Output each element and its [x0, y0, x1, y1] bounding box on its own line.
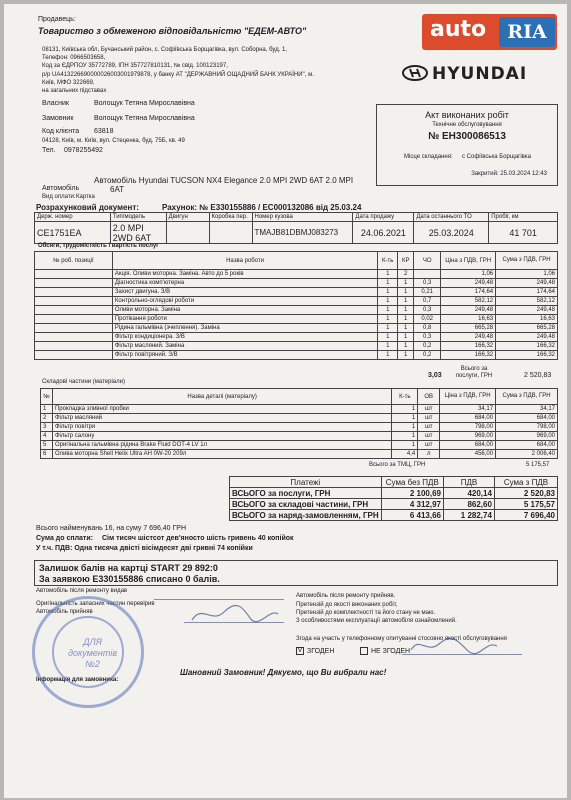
works-cell: 2 — [398, 270, 414, 279]
works-cell: Діагностика комп'ютерна — [112, 279, 377, 288]
works-cell: 1 — [378, 351, 398, 360]
works-header-cell: Назва роботи — [112, 252, 377, 270]
works-cell: 1 — [378, 342, 398, 351]
payments-cell: 2 520,83 — [494, 488, 557, 499]
works-cell: 665,28 — [496, 324, 558, 333]
parts-row — [41, 414, 558, 423]
parts-total-label: Всього за ТМЦ, ГРН — [369, 462, 426, 468]
parts-cell: 969,00 — [440, 432, 496, 441]
parts-cell: Оригінальна гальмівна рідина Brake Fluid DOT-4 LV 1л — [52, 441, 391, 450]
parts-cell: 4,4 — [392, 450, 418, 459]
disagree-label: НЕ ЗГОДЕН — [371, 647, 411, 655]
parts-header-cell: Ціна з ПДВ, ГРН — [440, 389, 496, 405]
parts-cell: 1 — [392, 414, 418, 423]
works-cell: 0,02 — [414, 315, 441, 324]
works-cell: Протікання роботи — [112, 315, 377, 324]
works-cell: 174,64 — [496, 288, 558, 297]
vehicle-header-cell: Номер кузова — [252, 213, 353, 222]
seller-label: Продавець: — [38, 16, 76, 23]
works-cell: 0,3 — [414, 306, 441, 315]
works-cell: 0,3 — [414, 333, 441, 342]
owner-label: Власник — [42, 100, 69, 107]
payments-cell: 1 282,74 — [443, 510, 494, 521]
parts-cell: шт — [418, 414, 440, 423]
works-cell: 1,06 — [441, 270, 496, 279]
works-cell: 1 — [378, 333, 398, 342]
parts-cell: 684,00 — [440, 414, 496, 423]
works-cell: 582,12 — [496, 297, 558, 306]
works-cell: 1,06 — [496, 270, 558, 279]
act-title: Акт виконаних робіт — [425, 110, 509, 120]
works-cell: 249,48 — [441, 333, 496, 342]
summary-vat: У т.ч. ПДВ: Одна тисяча двісті вісімдесят дві гривні 74 копійки — [36, 545, 253, 552]
vehicle-header-cell: Двигун — [166, 213, 209, 222]
payments-cell: 6 413,66 — [381, 510, 443, 521]
parts-cell: 969,00 — [496, 432, 558, 441]
payments-cell: 2 100,69 — [381, 488, 443, 499]
works-row — [35, 351, 558, 360]
parts-cell: 684,00 — [440, 441, 496, 450]
customer-name: Волощук Тетяна Мирославівна — [94, 115, 195, 122]
autoria-ria: RIA — [499, 17, 555, 47]
works-cell: Оливи моторна. Заміна — [112, 306, 377, 315]
works-row — [35, 306, 558, 315]
works-cell: 1 — [398, 279, 414, 288]
payments-header-cell: ПДВ — [443, 477, 494, 488]
consent-text: Згода на участь у телефонному опитуванні стосовно якості обслуговування — [296, 636, 507, 642]
works-cell: Фільтр кондиціонера. З/В — [112, 333, 377, 342]
stamp-text — [68, 637, 117, 670]
works-cell — [414, 270, 441, 279]
phone-label: Тел. — [42, 147, 56, 154]
bonus-written-off: За заявкою Е330155886 списано 0 балів. — [39, 574, 220, 584]
payments-header-cell: Сума з ПДВ — [494, 477, 557, 488]
agree-checkbox[interactable] — [296, 647, 304, 655]
works-cell: 0,3 — [414, 279, 441, 288]
vehicle-label: Автомобіль — [42, 185, 80, 192]
parts-cell: Фільтр масляний — [52, 414, 391, 423]
payment-type: Картка — [76, 194, 95, 200]
vehicle-table-row — [35, 222, 558, 244]
works-cell: 16,63 — [496, 315, 558, 324]
payments-cell: ВСЬОГО за складові частини, ГРН — [230, 499, 382, 510]
client-code-label: Код клієнта — [42, 128, 80, 135]
parts-cell: 684,00 — [496, 441, 558, 450]
works-cell: 166,32 — [496, 351, 558, 360]
engine — [166, 222, 209, 244]
works-cell: 249,48 — [496, 279, 558, 288]
parts-cell: 4 — [41, 432, 53, 441]
payments-cell: 5 175,57 — [494, 499, 557, 510]
customer-info-label: Інформація для замовника: — [36, 677, 119, 683]
works-cell — [35, 315, 113, 324]
works-row — [35, 324, 558, 333]
parts-cell: Фільтр салону — [52, 432, 391, 441]
seller-line4: р/р UA413226690000026003001979878, у банку АТ "ДЕРЖАВНИЙ ОЩАДНИЙ БАНК УКРАЇНИ", м. — [42, 72, 314, 78]
works-cell: 0,8 — [414, 324, 441, 333]
accept-right-4: З особливостями експлуатації автомобіля ознайомлений. — [296, 618, 457, 624]
payment-label: Вид оплати: — [42, 194, 76, 200]
parts-cell: 2 — [41, 414, 53, 423]
parts-cell: 1 — [392, 405, 418, 414]
vehicle-header-cell: Держ. номер — [35, 213, 111, 222]
invoice-text: Рахунок: № Е330155886 / ЕС000132086 від 25.03.24 — [162, 203, 362, 212]
works-cell — [35, 306, 113, 315]
works-header-cell: К-ть — [378, 252, 398, 270]
parts-table — [40, 388, 558, 459]
works-cell: 1 — [398, 342, 414, 351]
payments-header-cell: Платежі — [230, 477, 382, 488]
parts-table-header — [41, 389, 558, 405]
works-cell: 1 — [398, 315, 414, 324]
bonus-balance: Залишок балів на картці START 29 892:0 — [39, 563, 218, 573]
signature-line — [154, 599, 284, 600]
works-cell: 16,63 — [441, 315, 496, 324]
bonus-box — [34, 560, 558, 586]
parts-row — [41, 432, 558, 441]
summary-due-label: Сума до сплати: — [36, 535, 93, 542]
works-cell: 1 — [378, 270, 398, 279]
works-cell — [35, 279, 113, 288]
act-number: № ЕН300086513 — [428, 131, 506, 142]
parts-header-cell: ОВ — [418, 389, 440, 405]
payments-row — [230, 488, 558, 499]
parts-cell: 2 006,40 — [496, 450, 558, 459]
works-table — [34, 251, 558, 360]
works-cell: 166,32 — [441, 342, 496, 351]
works-cell: 1 — [398, 324, 414, 333]
payments-cell: 7 696,40 — [494, 510, 557, 521]
parts-row — [41, 441, 558, 450]
works-total-label: Всього за послуги, ГРН — [455, 366, 493, 379]
customer-signature-scribble — [409, 636, 499, 656]
thanks-message: Шановний Замовник! Дякуємо, що Ви вибрали нас! — [180, 668, 387, 677]
works-cell: 249,48 — [496, 306, 558, 315]
parts-cell: шт — [418, 405, 440, 414]
works-cell — [35, 324, 113, 333]
works-row — [35, 297, 558, 306]
autoria-brand: auto — [430, 17, 487, 42]
payments-table-header — [230, 477, 558, 488]
works-cell — [35, 351, 113, 360]
mileage: 41 701 — [489, 222, 558, 244]
works-cell: 1 — [378, 288, 398, 297]
parts-cell: 456,00 — [440, 450, 496, 459]
vehicle-table — [34, 212, 558, 244]
parts-row — [41, 405, 558, 414]
act-place: с Софіївська Борщагівка — [462, 154, 531, 160]
vehicle-table-header — [35, 213, 558, 222]
phone: 0978255492 — [64, 147, 103, 154]
parts-cell: Фільтр повітря — [52, 423, 391, 432]
payments-cell: ВСЬОГО за наряд-замовленням, ГРН — [230, 510, 382, 521]
parts-cell: шт — [418, 441, 440, 450]
vehicle-header-cell: Коробка пер. — [209, 213, 252, 222]
payments-cell: ВСЬОГО за послуги, ГРН — [230, 488, 382, 499]
vehicle-model: Автомобіль Hyundai TUCSON NX4 Elegance 2.0 MPI 2WD 6AT 2.0 MPI — [94, 176, 354, 185]
works-header-cell: КР — [398, 252, 414, 270]
seller-name: Товариство з обмеженою відповідальністю "ЕДЕМ-АВТО" — [38, 26, 307, 36]
act-place-label: Місце складання: — [404, 154, 453, 160]
customer-label: Замовник — [42, 115, 74, 122]
parts-cell: 34,17 — [496, 405, 558, 414]
works-cell: Фільтр повітряний. З/В — [112, 351, 377, 360]
parts-cell: 1 — [392, 423, 418, 432]
parts-row — [41, 450, 558, 459]
parts-header-cell: Сума з ПДВ, ГРН — [496, 389, 558, 405]
plate-number: CE1751EA — [35, 222, 111, 244]
accept-right-2: Претензій до якості виконаних робіт, — [296, 602, 398, 608]
stamp-line-2: документів — [68, 648, 118, 658]
works-row — [35, 333, 558, 342]
parts-cell: 5 — [41, 441, 53, 450]
works-cell: Акція. Оливи моторна. Заміна. Авто до 5 років — [112, 270, 377, 279]
parts-cell: 798,00 — [496, 423, 558, 432]
seller-line5: Київ, МФО 322669, — [42, 80, 95, 86]
accept-left-3: Автомобіль прийняв — [36, 609, 93, 615]
seller-line2: Телефон: 0966503658, — [42, 55, 106, 61]
works-cell: Захист двигуна. З/В — [112, 288, 377, 297]
payments-row — [230, 510, 558, 521]
owner-name: Волощук Тетяна Мирославівна — [94, 100, 195, 107]
act-subtitle: Технічне обслуговування — [432, 122, 502, 128]
stamp-line-1: ДЛЯ — [83, 637, 102, 647]
parts-cell: 1 — [41, 405, 53, 414]
works-cell — [35, 342, 113, 351]
hyundai-wordmark: HYUNDAI — [432, 64, 528, 84]
works-cell: Рідина гальмівна (зчеплення). Заміна — [112, 324, 377, 333]
works-cell: 582,12 — [441, 297, 496, 306]
invoice-label: Розрахунковий документ: — [36, 203, 139, 212]
works-cell: 174,64 — [441, 288, 496, 297]
works-cell: 166,32 — [496, 342, 558, 351]
works-row — [35, 342, 558, 351]
works-cell: 1 — [398, 333, 414, 342]
parts-cell: 684,00 — [496, 414, 558, 423]
works-row — [35, 279, 558, 288]
payments-table — [229, 476, 558, 521]
parts-cell: л — [418, 450, 440, 459]
stamp-line-3: №2 — [85, 659, 100, 669]
parts-header-cell: № — [41, 389, 53, 405]
vehicle-model-2: 6AT — [110, 185, 125, 194]
works-cell: Контрольно-оглядові роботи — [112, 297, 377, 306]
parts-cell: Олива моторна Shell Helix Ultra AH 0W-20 209л — [52, 450, 391, 459]
works-cell: 1 — [398, 288, 414, 297]
works-cell: 0,2 — [414, 351, 441, 360]
works-cell — [35, 333, 113, 342]
customer-address: 04128, Київ, м. Київ, вул. Стеценка, буд. 75Б, кв. 49 — [42, 138, 185, 144]
parts-cell: 1 — [392, 441, 418, 450]
works-total-hours: 3,03 — [428, 372, 442, 379]
works-cell: Фільтр масляний. Заміна — [112, 342, 377, 351]
vehicle-header-cell: Дата останнього ТО — [414, 213, 489, 222]
signature-scribble — [190, 602, 280, 626]
works-cell: 665,28 — [441, 324, 496, 333]
summary-count: Всього найменувань 16, на суму 7 696,40 ГРН — [36, 525, 187, 532]
gearbox — [209, 222, 252, 244]
parts-cell: 3 — [41, 423, 53, 432]
act-box — [376, 104, 558, 186]
seller-line6: на загальних підставах — [42, 88, 107, 94]
vin: TMAJB81DBMJ083273 — [252, 222, 353, 244]
sale-date: 24.06.2021 — [353, 222, 414, 244]
payments-cell: 420,14 — [443, 488, 494, 499]
works-cell: 0,21 — [414, 288, 441, 297]
accept-left-2: Оригінальність запасних частин перевірив — [36, 601, 155, 607]
works-cell — [35, 270, 113, 279]
last-service-date: 25.03.2024 — [414, 222, 489, 244]
parts-header-cell: Назва деталі (матеріалу) — [52, 389, 391, 405]
seller-line3: Код за ЄДРПОУ 35772789, ІПН 357727810131, № свід. 100123197, — [42, 63, 228, 69]
accept-left-1: Автомобіль після ремонту видав — [36, 588, 128, 594]
works-row — [35, 288, 558, 297]
works-cell: 249,48 — [496, 333, 558, 342]
works-cell: 0,2 — [414, 342, 441, 351]
works-cell: 1 — [378, 324, 398, 333]
client-code: 63818 — [94, 128, 114, 135]
works-cell: 1 — [378, 297, 398, 306]
works-table-header — [35, 252, 558, 270]
works-header-cell: № роб. позиції — [35, 252, 113, 270]
autoria-logo — [422, 14, 557, 50]
vehicle-header-cell: Тип/модель — [110, 213, 166, 222]
payments-row — [230, 499, 558, 510]
parts-cell: Прокладка зливної пробки — [52, 405, 391, 414]
parts-total: 5 175,57 — [526, 462, 550, 468]
vehicle-header-cell: Дата продажу — [353, 213, 414, 222]
parts-cell: шт — [418, 423, 440, 432]
agree-label: ЗГОДЕН — [307, 647, 335, 655]
works-header-cell: ЧО — [414, 252, 441, 270]
works-cell: 1 — [378, 279, 398, 288]
parts-row — [41, 423, 558, 432]
works-cell: 166,32 — [441, 351, 496, 360]
works-cell — [35, 297, 113, 306]
works-cell: 1 — [378, 315, 398, 324]
works-row — [35, 270, 558, 279]
works-header-cell: Ціна з ПДВ, ГРН — [441, 252, 496, 270]
works-cell: 1 — [398, 306, 414, 315]
hyundai-logo — [404, 64, 527, 84]
parts-cell: 34,17 — [440, 405, 496, 414]
parts-header-cell: К-ть — [392, 389, 418, 405]
works-section-title: Обсяги, трудомісткість і вартість послуг — [38, 243, 159, 249]
vehicle-header-cell: Пробіг, км — [489, 213, 558, 222]
works-header-cell: Сума з ПДВ, ГРН — [496, 252, 558, 270]
parts-section-title: Складові частини (матеріали) — [42, 379, 125, 385]
works-cell — [35, 288, 113, 297]
agree-option[interactable] — [296, 647, 334, 656]
works-row — [35, 315, 558, 324]
works-total: 2 520,83 — [524, 372, 552, 379]
parts-cell: 6 — [41, 450, 53, 459]
works-cell: 1 — [378, 306, 398, 315]
model-type: 2.0 MPI 2WD 6AT — [110, 222, 166, 244]
summary-due: Сім тисяч шістсот дев'яносто шість гривень 40 копійок — [102, 535, 294, 542]
payments-header-cell: Сума без ПДВ — [381, 477, 443, 488]
document-page — [4, 4, 567, 798]
parts-cell: 1 — [392, 432, 418, 441]
accept-right-3: Претензій до комплектності та його стану не маю. — [296, 610, 436, 616]
hyundai-emblem-icon — [402, 65, 428, 81]
agree-checkmark: V — [297, 647, 303, 654]
works-cell: 1 — [398, 351, 414, 360]
works-cell: 249,48 — [441, 306, 496, 315]
works-cell: 0,7 — [414, 297, 441, 306]
parts-cell: 798,00 — [440, 423, 496, 432]
act-closed: Закритий: 25.03.2024 12:43 — [471, 171, 547, 177]
payments-cell: 862,60 — [443, 499, 494, 510]
accept-right-1: Автомобіль після ремонту прийняв. — [296, 593, 396, 599]
disagree-checkbox[interactable] — [360, 647, 368, 655]
works-cell: 249,48 — [441, 279, 496, 288]
seller-line1: 08131, Київська обл, Бучанський район, с. Софіївська Борщагівка, вул. Соборна, буд. 1, — [42, 47, 288, 53]
parts-cell: шт — [418, 432, 440, 441]
payments-cell: 4 312,97 — [381, 499, 443, 510]
works-cell: 1 — [398, 297, 414, 306]
